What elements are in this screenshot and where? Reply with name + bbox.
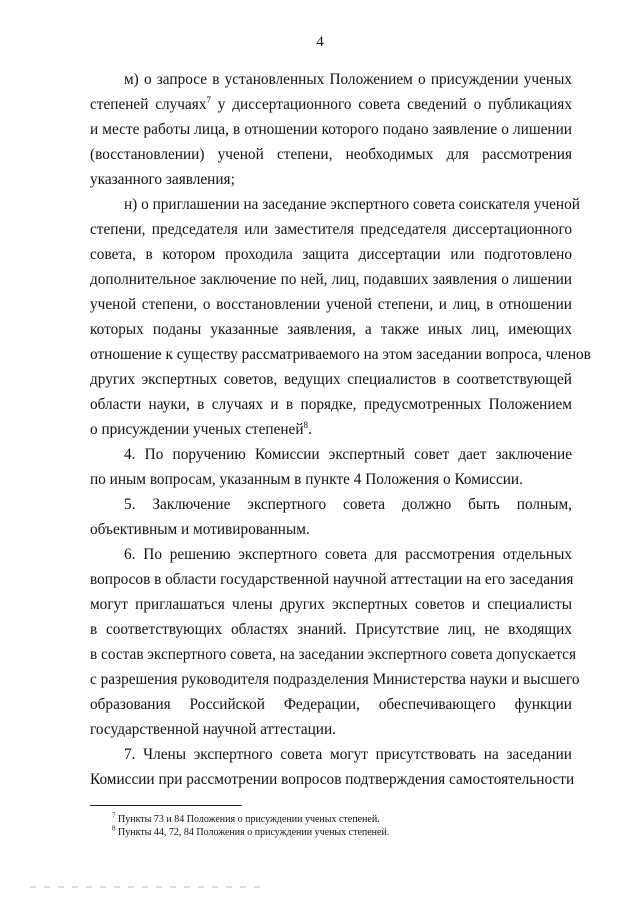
text-line bbox=[124, 443, 572, 467]
line-text: степеней случаях bbox=[90, 96, 207, 113]
line-text: 4. По поручению Комиссии экспертный совет дает заключение bbox=[124, 446, 572, 463]
text-line bbox=[90, 593, 572, 617]
text-line bbox=[90, 568, 572, 592]
text-line bbox=[90, 218, 572, 242]
line-text: указанного заявления; bbox=[90, 171, 235, 188]
footnote bbox=[112, 826, 389, 839]
text-line bbox=[90, 293, 572, 317]
text-line bbox=[90, 718, 572, 742]
line-text: которых поданы указанные заявления, а также иных лиц, имеющих bbox=[90, 321, 572, 338]
footnote-number: 7 bbox=[112, 811, 116, 820]
text-line bbox=[90, 318, 572, 342]
text-line bbox=[90, 343, 591, 367]
line-text: отношение к существу рассматриваемого на этом заседании вопроса, членов bbox=[90, 346, 591, 363]
text-line bbox=[90, 518, 572, 542]
text-line bbox=[90, 418, 572, 442]
text-line bbox=[124, 68, 572, 92]
line-text: и месте работы лица, в отношении которого подано заявление о лишении bbox=[90, 121, 572, 138]
footnote-divider bbox=[90, 805, 242, 806]
text-line bbox=[124, 543, 572, 567]
footnote-ref: 8 bbox=[303, 419, 309, 430]
line-text: объективным и мотивированным. bbox=[90, 521, 310, 538]
text-line bbox=[90, 468, 572, 492]
line-text: по иным вопросам, указанным в пункте 4 Положения о Комиссии. bbox=[90, 471, 523, 488]
footnote-ref: 7 bbox=[206, 94, 211, 105]
line-text: 7. Члены экспертного совета могут присутствовать на заседании bbox=[124, 746, 572, 763]
line-text-after: . bbox=[308, 421, 312, 438]
line-text: образования Российской Федерации, обеспечивающего функции bbox=[90, 696, 572, 713]
line-text: м) о запросе в установленных Положением о присуждении ученых bbox=[124, 71, 572, 88]
text-line bbox=[90, 243, 572, 267]
line-text: дополнительное заключение по ней, лиц, подавших заявления о лишении bbox=[90, 271, 572, 288]
line-text: других экспертных советов, ведущих специалистов в соответствующей bbox=[90, 371, 572, 388]
text-line bbox=[90, 393, 572, 417]
text-line bbox=[124, 193, 580, 217]
text-line bbox=[90, 93, 572, 117]
line-text: 5. Заключение экспертного совета должно быть полным, bbox=[124, 496, 572, 513]
text-line bbox=[90, 268, 572, 292]
line-text: 6. По решению экспертного совета для рассмотрения отдельных bbox=[124, 546, 572, 563]
line-text-after: у диссертационного совета сведений о публикациях bbox=[210, 96, 572, 113]
text-line bbox=[90, 143, 572, 167]
line-text: в соответствующих областях знаний. Присутствие лиц, не входящих bbox=[90, 621, 572, 638]
line-text: с разрешения руководителя подразделения Министерства науки и высшего bbox=[90, 671, 580, 688]
line-text: н) о приглашении на заседание экспертного совета соискателя ученой bbox=[124, 196, 580, 213]
line-text: о присуждении ученых степеней bbox=[90, 421, 304, 438]
text-line bbox=[124, 493, 572, 517]
text-line bbox=[90, 118, 572, 142]
text-line bbox=[90, 368, 572, 392]
line-text: области науки, в случаях и в порядке, предусмотренных Положением bbox=[90, 396, 572, 413]
text-line bbox=[90, 618, 572, 642]
line-text: Комиссии при рассмотрении вопросов подтверждения самостоятельности bbox=[90, 771, 575, 788]
footnote-text: Пункты 44, 72, 84 Положения о присуждении ученых степеней. bbox=[115, 827, 390, 838]
line-text: ученой степени, о восстановлении ученой степени, и лиц, в отношении bbox=[90, 296, 572, 313]
footnote-text: Пункты 73 и 84 Положения о присуждении ученых степеней. bbox=[115, 814, 380, 825]
line-text: вопросов в области государственной научной аттестации на его заседания bbox=[90, 571, 574, 588]
text-line bbox=[90, 693, 572, 717]
text-line bbox=[124, 743, 572, 767]
footnote-number: 8 bbox=[112, 824, 116, 833]
scan-artifact bbox=[30, 886, 260, 888]
text-line bbox=[90, 168, 572, 192]
page-number: 4 bbox=[316, 34, 324, 50]
line-text: в состав экспертного совета, на заседании экспертного совета допускается bbox=[90, 646, 576, 663]
line-text: (восстановлении) ученой степени, необходимых для рассмотрения bbox=[90, 146, 572, 163]
text-line bbox=[90, 668, 580, 692]
line-text: совета, в котором проходила защита диссертации или подготовлено bbox=[90, 246, 572, 263]
text-line bbox=[90, 643, 576, 667]
text-line bbox=[90, 768, 575, 792]
line-text: степени, председателя или заместителя председателя диссертационного bbox=[90, 221, 572, 238]
line-text: государственной научной аттестации. bbox=[90, 721, 336, 738]
footnote bbox=[112, 813, 380, 826]
line-text: могут приглашаться члены других экспертных советов и специалисты bbox=[90, 596, 572, 613]
